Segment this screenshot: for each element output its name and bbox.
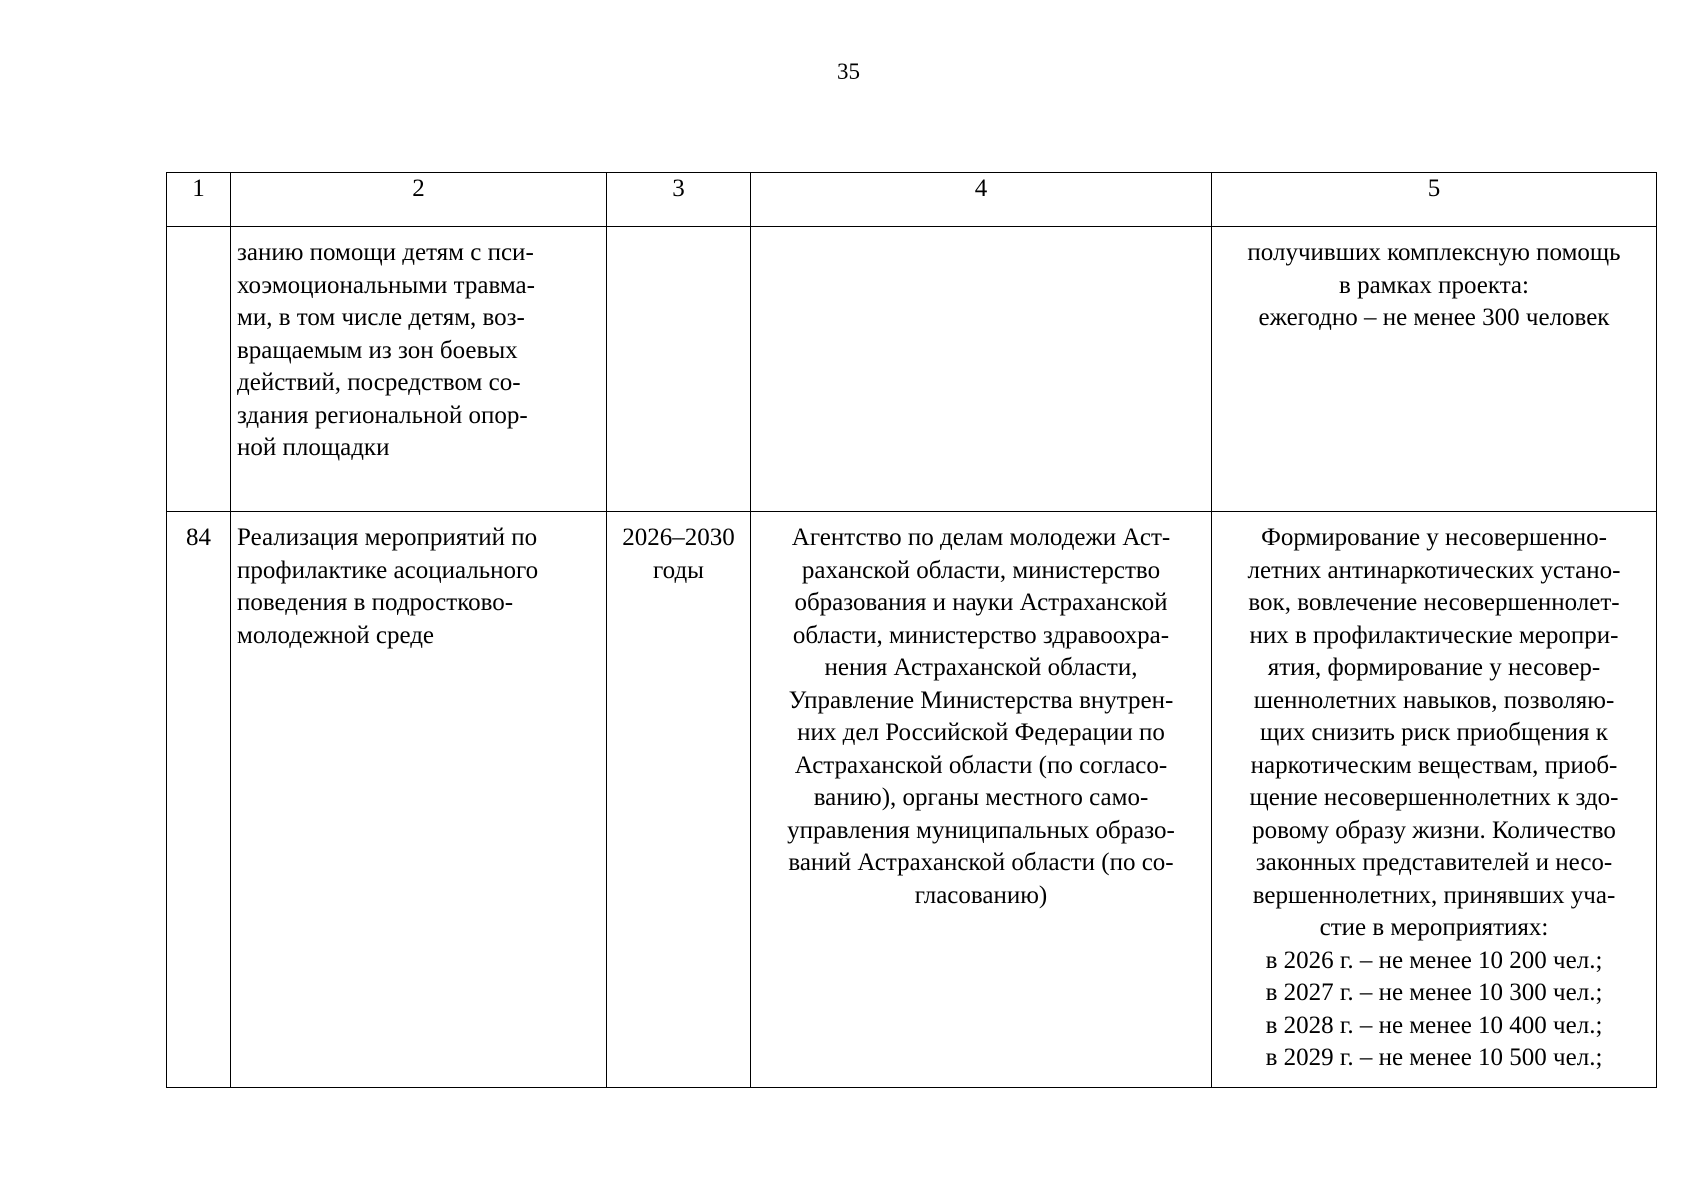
- cell-result: [1212, 227, 1657, 512]
- text-line: законных представителей и несо-: [1255, 849, 1613, 876]
- cell-number: [167, 512, 231, 1088]
- text-line: в 2028 г. – не менее 10 400 чел.;: [1265, 1011, 1603, 1039]
- text-line: области, министерство здравоохра-: [792, 621, 1170, 649]
- text-line: ежегодно – не менее 300 человек: [1258, 304, 1610, 331]
- text-line: молодежной среде: [237, 621, 435, 649]
- text-line: щение несовершеннолетних к здо-: [1249, 784, 1619, 811]
- text-line: профилактике асоциального: [237, 556, 539, 584]
- column-header-1: 1: [167, 173, 231, 227]
- text-line: вок, вовлечение несовершеннолет-: [1248, 589, 1620, 616]
- text-line: занию помощи детям с пси-: [237, 239, 534, 266]
- cell-number-text: [167, 227, 230, 243]
- text-line: 2026–2030: [622, 524, 735, 551]
- cell-executors: [751, 512, 1212, 1088]
- text-line: ной площадки: [237, 434, 390, 461]
- page-number: 35: [837, 59, 860, 84]
- text-line: наркотическим веществам, приоб-: [1250, 751, 1618, 779]
- text-line: них в профилактические меропри-: [1249, 621, 1619, 649]
- column-header-3: 3: [607, 173, 751, 227]
- text-line: шеннолетних навыков, позволяю-: [1253, 686, 1615, 714]
- text-line: получивших комплексную помощь: [1247, 239, 1621, 266]
- text-line: в 2027 г. – не менее 10 300 чел.;: [1265, 979, 1603, 1006]
- text-line: действий, посредством со-: [237, 369, 521, 396]
- text-line: вращаемым из зон боевых: [237, 336, 518, 364]
- text-line: Формирование у несовершенно-: [1261, 524, 1607, 551]
- text-line: Реализация мероприятий по: [237, 524, 538, 551]
- text-line: них дел Российской Федерации по: [797, 719, 1165, 746]
- text-line: в рамках проекта:: [1339, 271, 1529, 299]
- text-line: летних антинаркотических устано-: [1247, 556, 1621, 584]
- column-header-4: 4: [751, 173, 1212, 227]
- cell-period: [607, 512, 751, 1088]
- cell-executors-text: [751, 227, 1211, 243]
- text-line: управления муниципальных образо-: [787, 816, 1175, 844]
- text-line: ятия, формирование у несовер-: [1267, 654, 1601, 681]
- text-line: ровому образу жизни. Количество: [1252, 816, 1616, 844]
- text-line: годы: [653, 556, 704, 584]
- cell-measure: [231, 227, 607, 512]
- cell-measure: [231, 512, 607, 1088]
- cell-period-text: [607, 227, 750, 243]
- text-line: Агентство по делам молодежи Аст-: [791, 524, 1171, 551]
- text-line: нения Астраханской области,: [824, 654, 1138, 681]
- text-line: вершеннолетних, принявших уча-: [1252, 881, 1616, 909]
- cell-number-text: 84: [186, 524, 211, 551]
- text-line: хоэмоциональными травма-: [237, 271, 535, 299]
- cell-period-text: [607, 512, 750, 593]
- text-line: ваний Астраханской области (по со-: [788, 849, 1174, 876]
- text-line: ми, в том числе детям, воз-: [237, 304, 525, 331]
- document-table: [166, 172, 1657, 1088]
- cell-measure-text: [231, 227, 606, 471]
- table-row: [167, 512, 1657, 1088]
- text-line: щих снизить риск приобщения к: [1260, 719, 1608, 746]
- cell-result-text: [1212, 512, 1656, 1081]
- text-line: ванию), органы местного само-: [813, 784, 1149, 811]
- column-header-2: 2: [231, 173, 607, 227]
- cell-period: [607, 227, 751, 512]
- text-line: в 2029 г. – не менее 10 500 чел.;: [1265, 1044, 1603, 1071]
- text-line: Астраханской области (по согласо-: [794, 751, 1168, 779]
- text-line: Управление Министерства внутрен-: [788, 686, 1174, 714]
- cell-measure-text: [231, 512, 606, 658]
- cell-result-text: [1212, 227, 1656, 341]
- text-line: образования и науки Астраханской: [794, 589, 1168, 616]
- text-line: раханской области, министерство: [801, 556, 1161, 584]
- table-header-row: [167, 173, 1657, 227]
- table-row: [167, 227, 1657, 512]
- column-header-5: 5: [1212, 173, 1657, 227]
- cell-number: [167, 227, 231, 512]
- text-line: здания региональной опор-: [237, 401, 528, 429]
- text-line: в 2026 г. – не менее 10 200 чел.;: [1265, 946, 1603, 974]
- cell-result: [1212, 512, 1657, 1088]
- cell-executors-text: [751, 512, 1211, 918]
- cell-executors: [751, 227, 1212, 512]
- text-line: гласованию): [914, 881, 1048, 909]
- text-line: стие в мероприятиях:: [1319, 914, 1549, 941]
- text-line: поведения в подростково-: [237, 589, 514, 616]
